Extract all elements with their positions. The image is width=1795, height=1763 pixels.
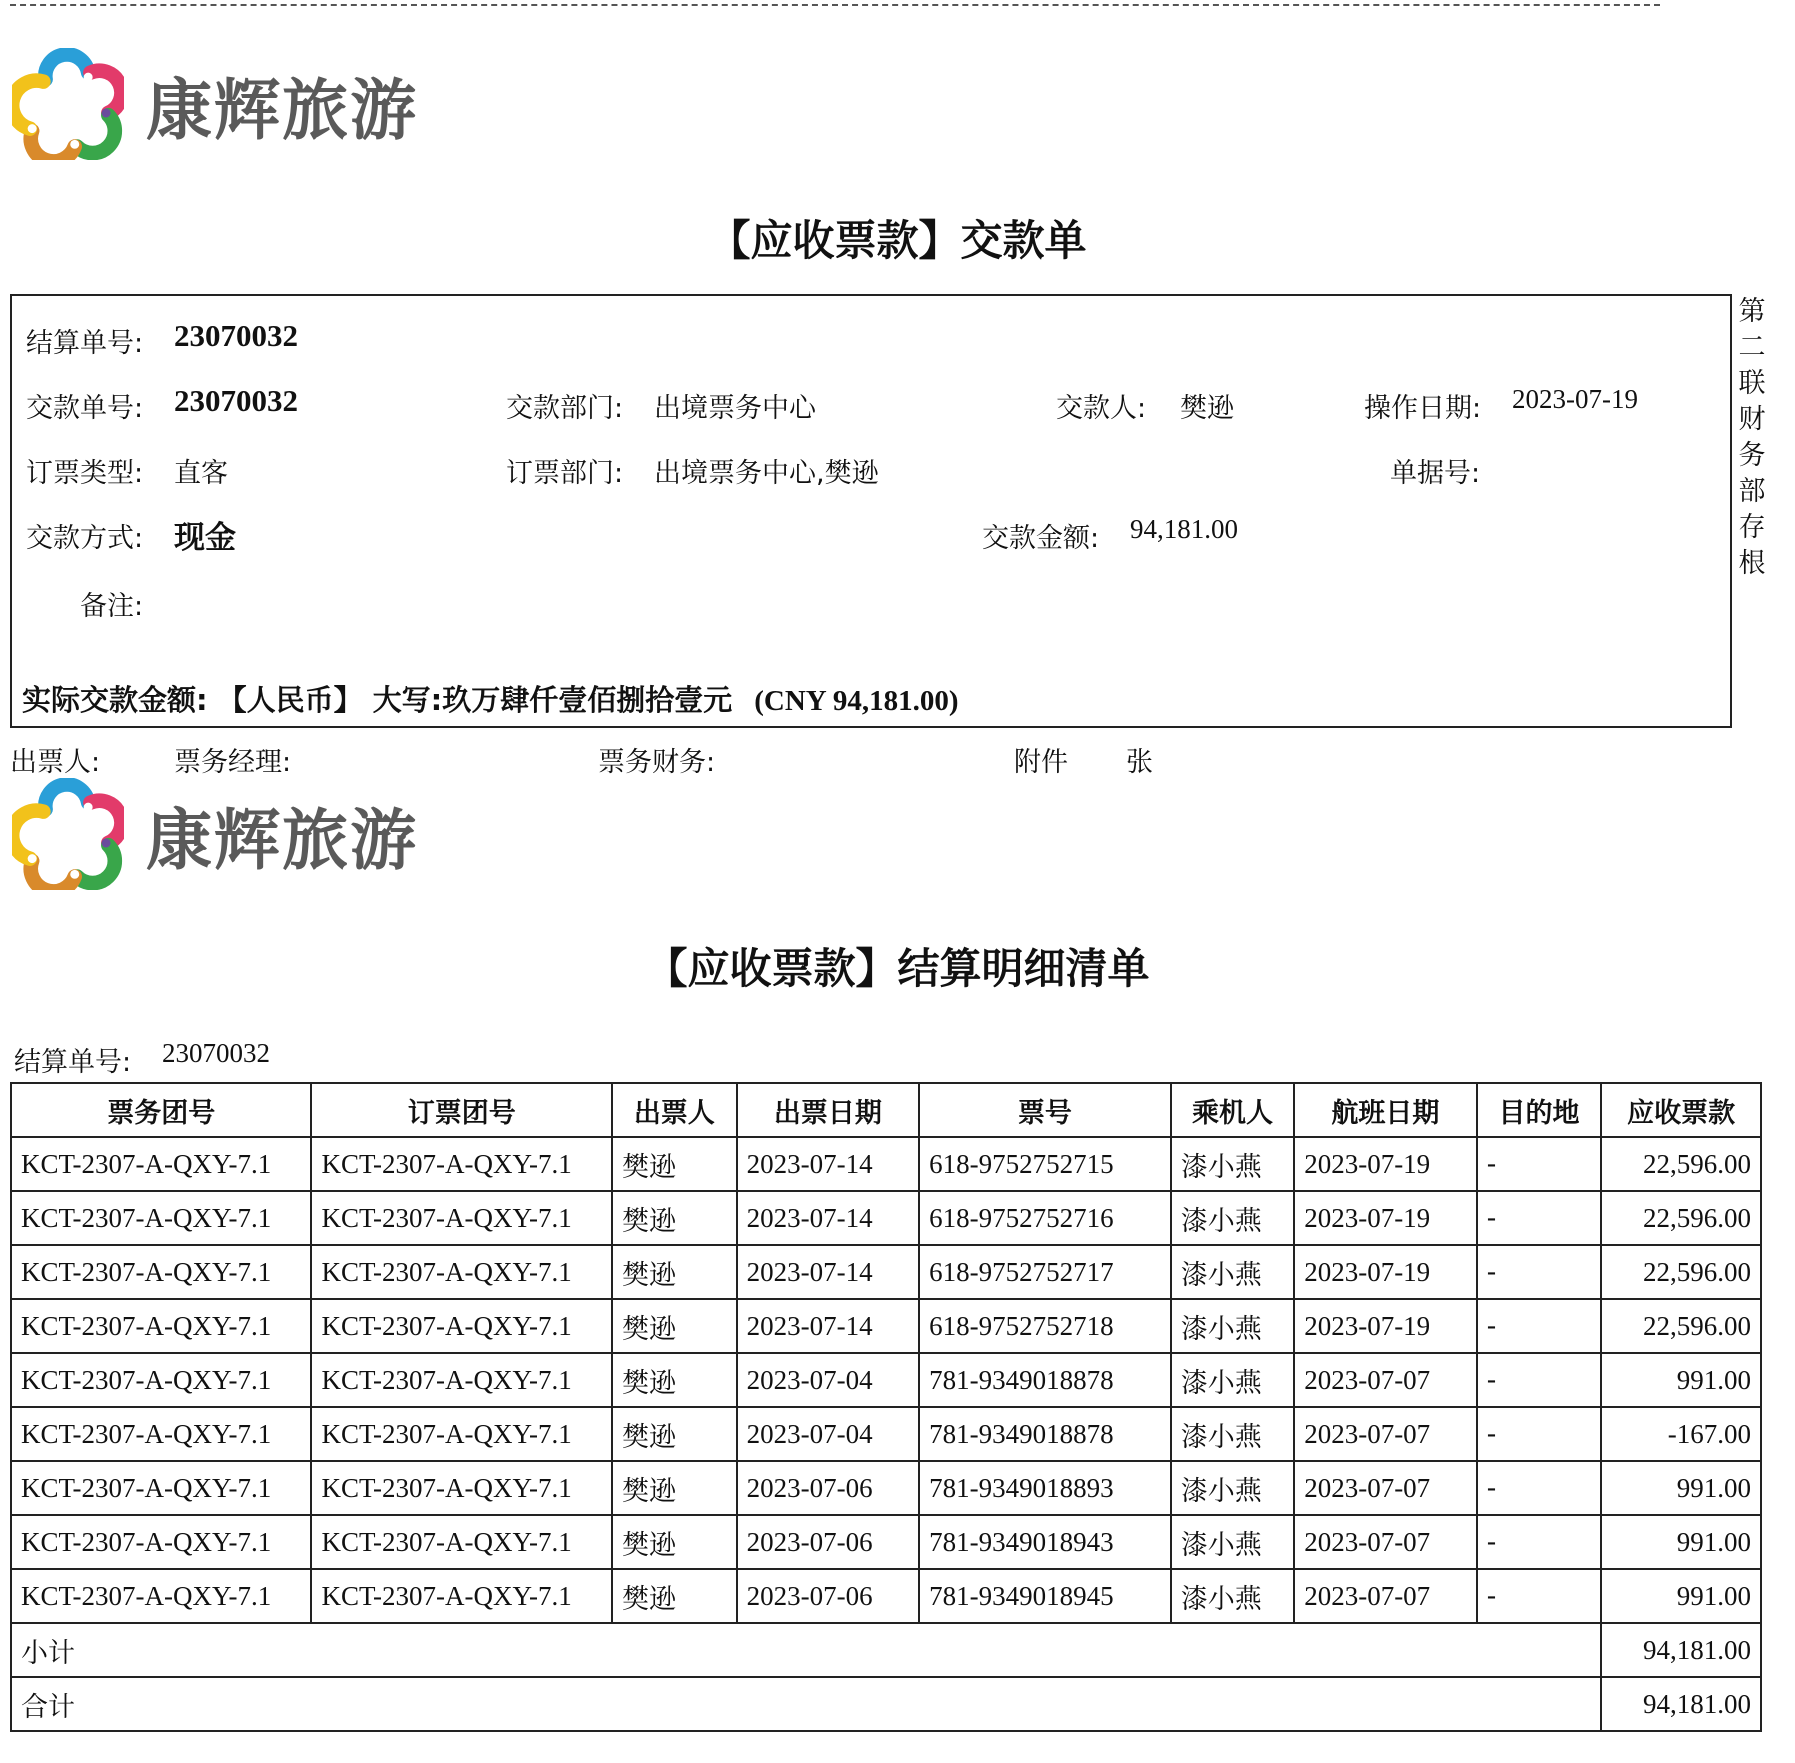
receipt-box xyxy=(10,294,1732,728)
table-cell: 漆小燕 xyxy=(1171,1299,1294,1353)
column-header: 目的地 xyxy=(1477,1083,1602,1137)
table-cell: - xyxy=(1477,1569,1602,1623)
brand-name: 康辉旅游 xyxy=(146,71,418,149)
table-cell: 樊逊 xyxy=(612,1353,737,1407)
table-cell: KCT-2307-A-QXY-7.1 xyxy=(311,1515,611,1569)
table-cell: 2023-07-14 xyxy=(737,1245,919,1299)
subtotal-row-label: 小计 xyxy=(11,1623,1601,1677)
settle-no: 23070032 xyxy=(174,318,298,353)
table-cell: - xyxy=(1477,1191,1602,1245)
amount-label: 交款金额: xyxy=(982,523,1100,554)
book-dept: 出境票务中心,樊逊 xyxy=(654,458,879,489)
table-row xyxy=(11,1569,1761,1623)
pay-dept: 出境票务中心 xyxy=(654,393,816,424)
table-row xyxy=(11,1245,1761,1299)
table-cell: 618-9752752717 xyxy=(919,1245,1171,1299)
pay-no-label: 交款单号: xyxy=(26,393,144,424)
table-cell: - xyxy=(1477,1353,1602,1407)
table-cell: 2023-07-07 xyxy=(1294,1353,1476,1407)
issuer-label: 出票人: xyxy=(10,747,101,778)
table-cell: 991.00 xyxy=(1601,1515,1761,1569)
table-cell: 22,596.00 xyxy=(1601,1191,1761,1245)
detail-settle-no: 23070032 xyxy=(162,1038,270,1068)
table-cell: 2023-07-14 xyxy=(737,1299,919,1353)
subtotal-row-value: 94,181.00 xyxy=(1601,1623,1761,1677)
pay-dept-label: 交款部门: xyxy=(506,393,624,424)
table-cell: 618-9752752718 xyxy=(919,1299,1171,1353)
table-cell: 漆小燕 xyxy=(1171,1461,1294,1515)
table-cell: 2023-07-14 xyxy=(737,1191,919,1245)
table-cell: 991.00 xyxy=(1601,1569,1761,1623)
table-cell: 991.00 xyxy=(1601,1461,1761,1515)
table-cell: - xyxy=(1477,1245,1602,1299)
copy-note-char: 部 xyxy=(1738,476,1766,507)
pay-method: 现金 xyxy=(174,520,236,556)
table-cell: 2023-07-14 xyxy=(737,1137,919,1191)
actual-cny: (CNY 94,181.00) xyxy=(754,685,959,717)
table-cell: KCT-2307-A-QXY-7.1 xyxy=(311,1461,611,1515)
table-cell: 漆小燕 xyxy=(1171,1515,1294,1569)
table-cell: 2023-07-19 xyxy=(1294,1137,1476,1191)
column-header: 出票日期 xyxy=(737,1083,919,1137)
column-header: 航班日期 xyxy=(1294,1083,1476,1137)
brand-name: 康辉旅游 xyxy=(146,801,418,879)
table-cell: KCT-2307-A-QXY-7.1 xyxy=(11,1299,311,1353)
table-cell: 樊逊 xyxy=(612,1569,737,1623)
table-cell: 2023-07-19 xyxy=(1294,1191,1476,1245)
table-cell: KCT-2307-A-QXY-7.1 xyxy=(11,1353,311,1407)
receipt-title: 【应收票款】交款单 xyxy=(708,216,1087,265)
copy-note-char: 第 xyxy=(1738,296,1766,327)
column-header: 出票人 xyxy=(612,1083,737,1137)
table-cell: 22,596.00 xyxy=(1601,1245,1761,1299)
table-cell: 2023-07-06 xyxy=(737,1569,919,1623)
detail-title: 【应收票款】结算明细清单 xyxy=(645,944,1150,993)
attach-label: 附件 xyxy=(1014,747,1068,778)
attach-unit: 张 xyxy=(1126,747,1153,778)
table-cell: KCT-2307-A-QXY-7.1 xyxy=(311,1353,611,1407)
table-cell: 2023-07-07 xyxy=(1294,1515,1476,1569)
table-cell: 618-9752752715 xyxy=(919,1137,1171,1191)
table-cell: KCT-2307-A-QXY-7.1 xyxy=(11,1515,311,1569)
table-row xyxy=(11,1137,1761,1191)
table-cell: 991.00 xyxy=(1601,1353,1761,1407)
table-cell: - xyxy=(1477,1461,1602,1515)
table-cell: KCT-2307-A-QXY-7.1 xyxy=(11,1569,311,1623)
table-cell: 樊逊 xyxy=(612,1245,737,1299)
table-cell: 781-9349018893 xyxy=(919,1461,1171,1515)
table-cell: 22,596.00 xyxy=(1601,1299,1761,1353)
copy-note-char: 二 xyxy=(1738,332,1766,363)
column-header: 订票团号 xyxy=(311,1083,611,1137)
table-cell: 漆小燕 xyxy=(1171,1137,1294,1191)
table-cell: 2023-07-07 xyxy=(1294,1407,1476,1461)
table-cell: 樊逊 xyxy=(612,1461,737,1515)
table-cell: 2023-07-19 xyxy=(1294,1299,1476,1353)
column-header: 应收票款 xyxy=(1601,1083,1761,1137)
table-cell: KCT-2307-A-QXY-7.1 xyxy=(311,1569,611,1623)
table-row xyxy=(11,1407,1761,1461)
book-type: 直客 xyxy=(174,458,228,489)
actual-upper-label: 大写: xyxy=(372,683,443,717)
table-row xyxy=(11,1191,1761,1245)
table-row xyxy=(11,1461,1761,1515)
actual-amount-label: 实际交款金额: xyxy=(22,683,208,717)
table-cell: - xyxy=(1477,1407,1602,1461)
total-row-value: 94,181.00 xyxy=(1601,1677,1761,1731)
payer-label: 交款人: xyxy=(1056,393,1147,424)
copy-note xyxy=(1735,294,1769,582)
table-cell: KCT-2307-A-QXY-7.1 xyxy=(11,1245,311,1299)
table-cell: 781-9349018878 xyxy=(919,1407,1171,1461)
table-row xyxy=(11,1353,1761,1407)
company-logo xyxy=(12,778,418,890)
table-cell: - xyxy=(1477,1299,1602,1353)
doc-no-label: 单据号: xyxy=(1390,458,1481,489)
table-cell: - xyxy=(1477,1137,1602,1191)
table-cell: 2023-07-04 xyxy=(737,1353,919,1407)
copy-note-char: 财 xyxy=(1738,404,1766,435)
flower-logo-icon xyxy=(12,48,124,160)
table-cell: KCT-2307-A-QXY-7.1 xyxy=(311,1299,611,1353)
table-cell: 樊逊 xyxy=(612,1299,737,1353)
column-header: 票号 xyxy=(919,1083,1171,1137)
table-cell: 2023-07-19 xyxy=(1294,1245,1476,1299)
book-type-label: 订票类型: xyxy=(26,458,144,489)
table-cell: 漆小燕 xyxy=(1171,1245,1294,1299)
subtotal-row xyxy=(11,1623,1761,1677)
table-cell: KCT-2307-A-QXY-7.1 xyxy=(11,1191,311,1245)
company-logo xyxy=(12,48,418,160)
table-cell: 樊逊 xyxy=(612,1191,737,1245)
table-cell: KCT-2307-A-QXY-7.1 xyxy=(311,1191,611,1245)
table-cell: 2023-07-06 xyxy=(737,1515,919,1569)
table-cell: 2023-07-07 xyxy=(1294,1461,1476,1515)
table-cell: 2023-07-07 xyxy=(1294,1569,1476,1623)
pay-amount: 94,181.00 xyxy=(1130,514,1238,544)
actual-currency: 【人民币】 xyxy=(217,683,363,717)
table-cell: KCT-2307-A-QXY-7.1 xyxy=(311,1245,611,1299)
table-cell: KCT-2307-A-QXY-7.1 xyxy=(11,1461,311,1515)
column-header: 票务团号 xyxy=(11,1083,311,1137)
manager-label: 票务经理: xyxy=(174,747,292,778)
payer: 樊逊 xyxy=(1180,393,1234,424)
table-cell: 樊逊 xyxy=(612,1407,737,1461)
copy-note-char: 存 xyxy=(1738,512,1766,543)
total-row-label: 合计 xyxy=(11,1677,1601,1731)
table-cell: KCT-2307-A-QXY-7.1 xyxy=(311,1407,611,1461)
copy-note-char: 务 xyxy=(1738,440,1766,471)
method-label: 交款方式: xyxy=(26,523,144,554)
table-row xyxy=(11,1299,1761,1353)
table-cell: 618-9752752716 xyxy=(919,1191,1171,1245)
remark-label: 备注: xyxy=(80,591,144,622)
table-cell: 漆小燕 xyxy=(1171,1569,1294,1623)
table-cell: 2023-07-04 xyxy=(737,1407,919,1461)
table-row xyxy=(11,1515,1761,1569)
table-cell: 樊逊 xyxy=(612,1515,737,1569)
table-cell: 781-9349018943 xyxy=(919,1515,1171,1569)
table-header-row xyxy=(11,1083,1761,1137)
table-cell: 漆小燕 xyxy=(1171,1407,1294,1461)
tear-line xyxy=(10,4,1660,6)
table-cell: 2023-07-06 xyxy=(737,1461,919,1515)
actual-amount-line xyxy=(22,678,959,719)
table-cell: 22,596.00 xyxy=(1601,1137,1761,1191)
detail-settle-no-label: 结算单号: xyxy=(14,1047,132,1078)
total-row xyxy=(11,1677,1761,1731)
table-cell: 樊逊 xyxy=(612,1137,737,1191)
copy-note-char: 根 xyxy=(1738,548,1766,579)
table-cell: 漆小燕 xyxy=(1171,1353,1294,1407)
table-cell: KCT-2307-A-QXY-7.1 xyxy=(311,1137,611,1191)
op-date-label: 操作日期: xyxy=(1364,393,1482,424)
op-date: 2023-07-19 xyxy=(1512,384,1638,414)
table-cell: 781-9349018945 xyxy=(919,1569,1171,1623)
detail-table xyxy=(10,1082,1762,1732)
book-dept-label: 订票部门: xyxy=(506,458,624,489)
table-cell: KCT-2307-A-QXY-7.1 xyxy=(11,1137,311,1191)
column-header: 乘机人 xyxy=(1171,1083,1294,1137)
copy-note-char: 联 xyxy=(1738,368,1766,399)
actual-upper: 玖万肆仟壹佰捌拾壹元 xyxy=(442,683,733,717)
table-cell: -167.00 xyxy=(1601,1407,1761,1461)
table-cell: 781-9349018878 xyxy=(919,1353,1171,1407)
table-cell: KCT-2307-A-QXY-7.1 xyxy=(11,1407,311,1461)
table-cell: 漆小燕 xyxy=(1171,1191,1294,1245)
settle-no-label: 结算单号: xyxy=(26,328,144,359)
finance-label: 票务财务: xyxy=(598,747,716,778)
table-cell: - xyxy=(1477,1515,1602,1569)
flower-logo-icon xyxy=(12,778,124,890)
pay-no: 23070032 xyxy=(174,383,298,418)
